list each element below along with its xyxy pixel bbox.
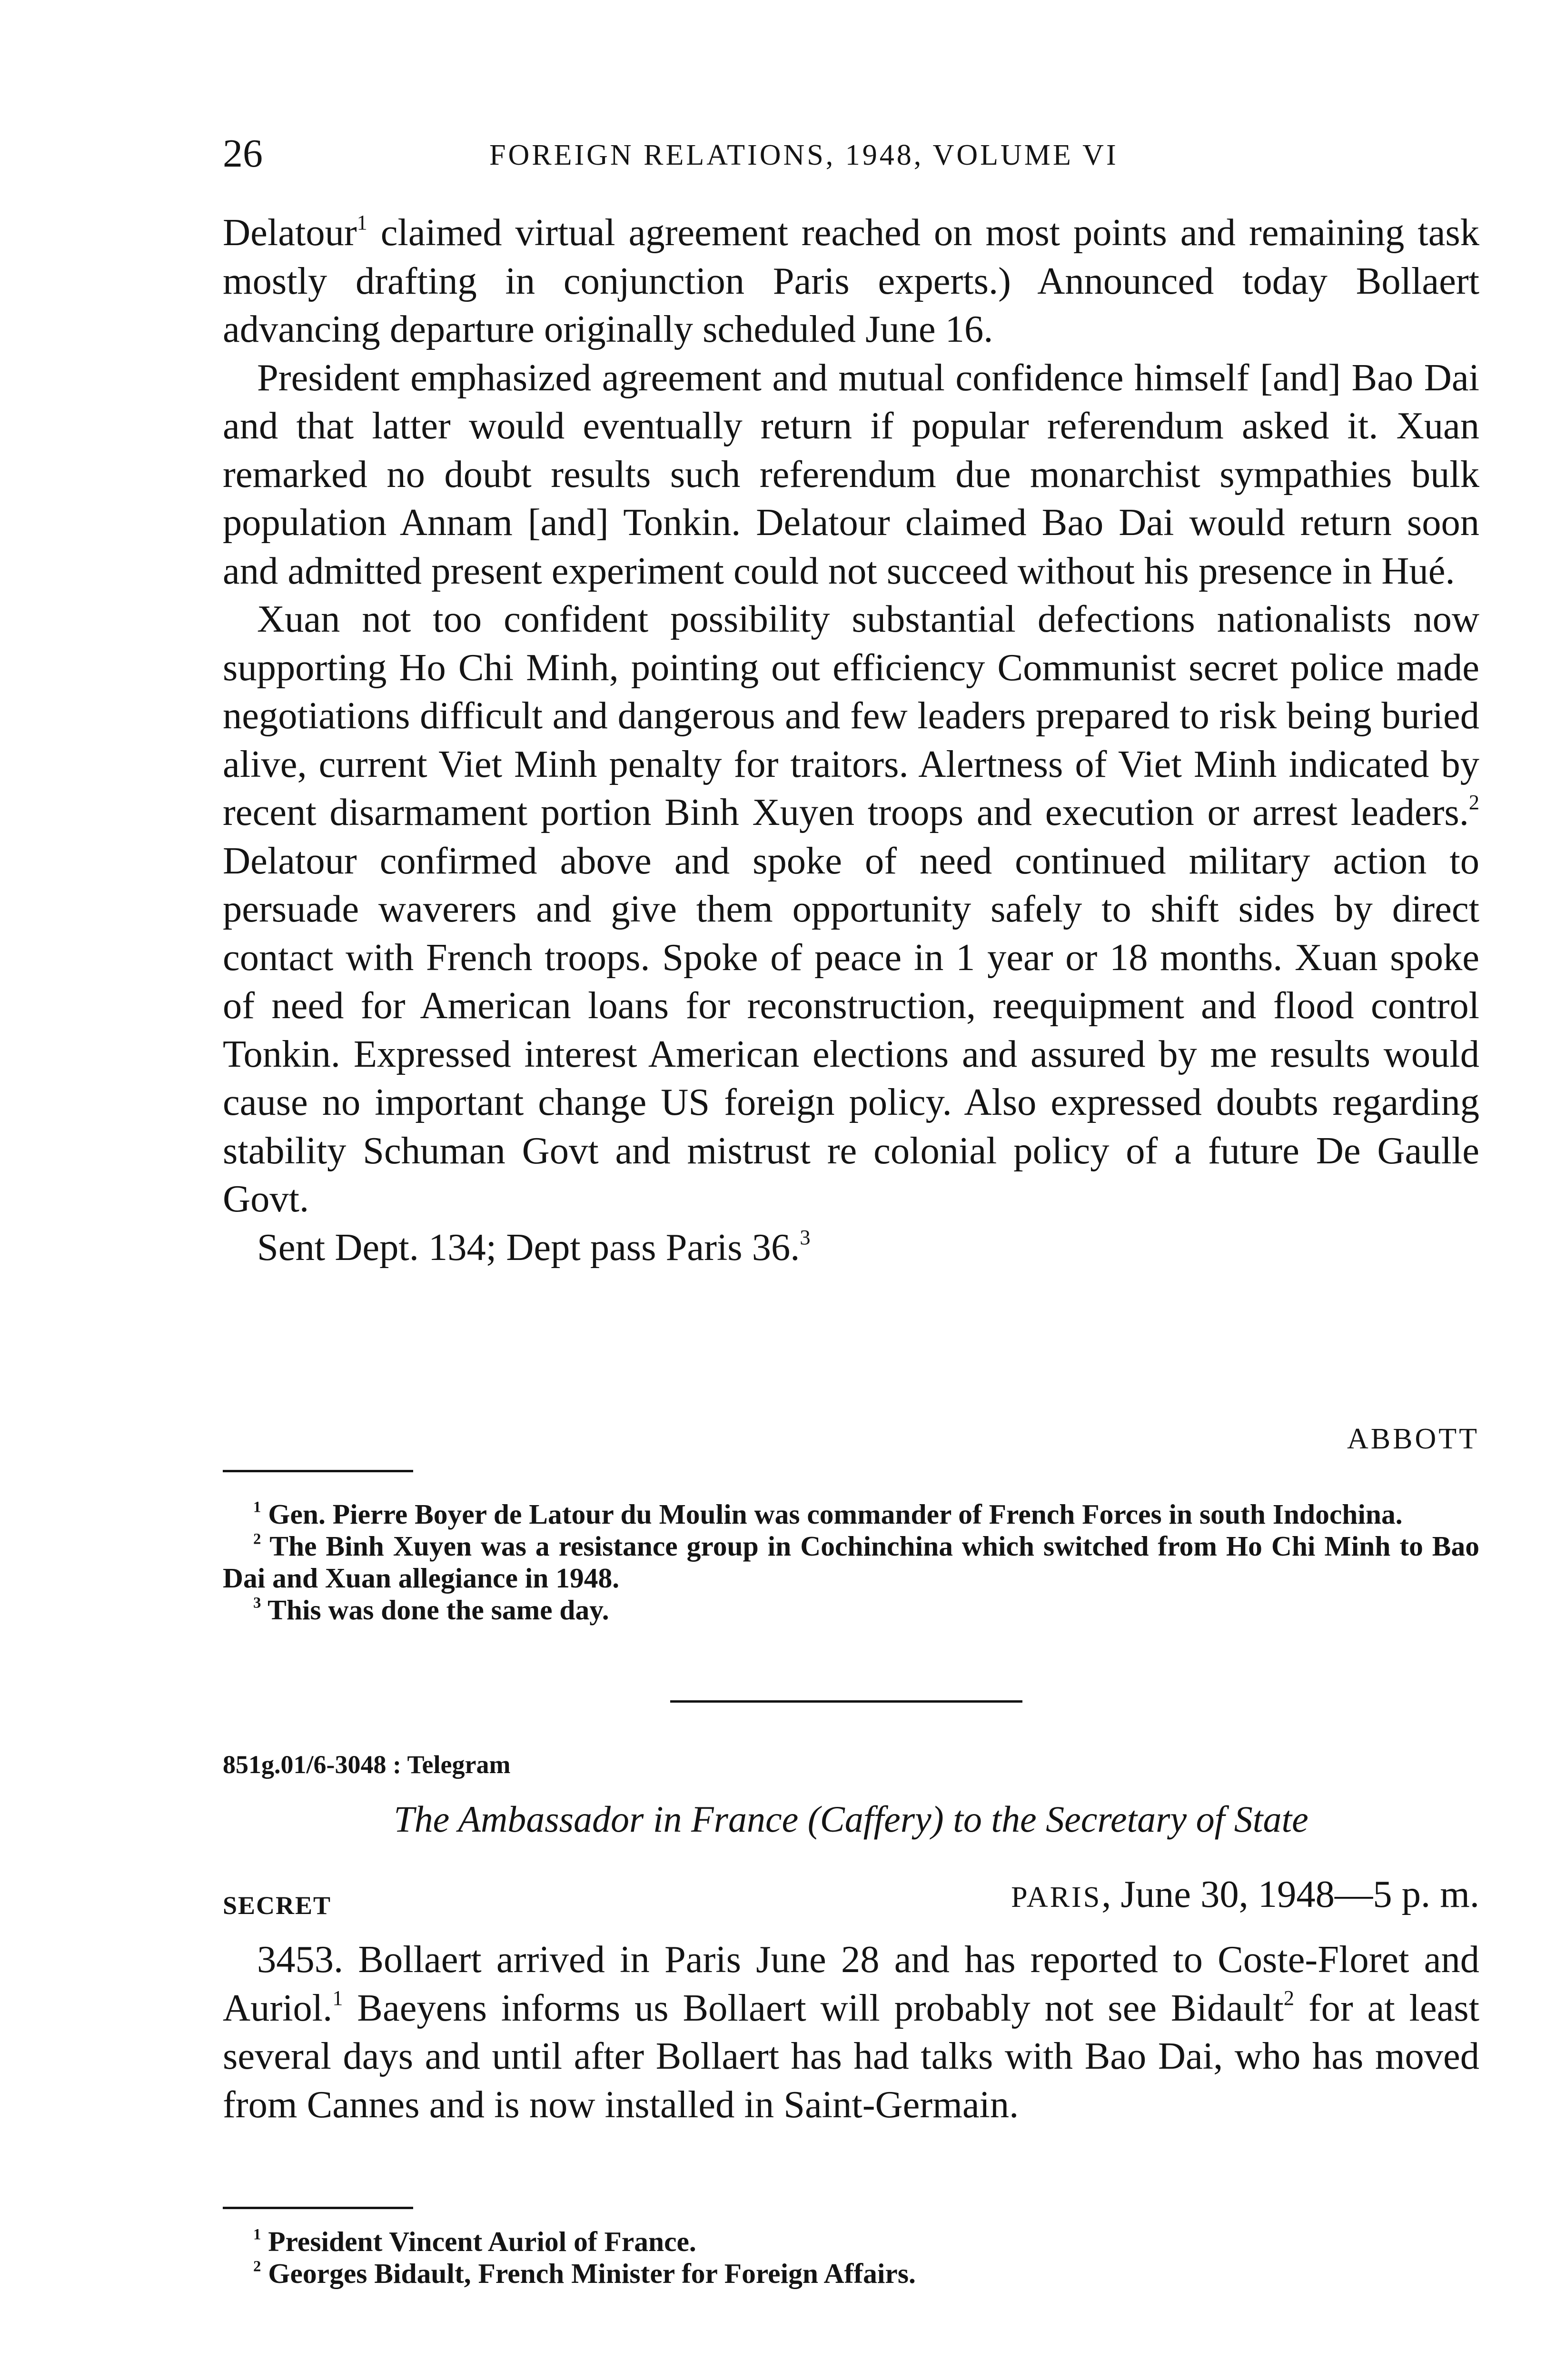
footnote-ref-5: 2: [1283, 1986, 1295, 2010]
page-header: [223, 128, 1479, 180]
page-number: 26: [223, 131, 263, 176]
footnote-rule-2: [223, 2207, 413, 2209]
dateline: PARIS, June 30, 1948—5 p. m.: [1011, 1873, 1479, 1915]
classification-label: SECRET: [223, 1891, 332, 1920]
footnote-ref-4: 1: [332, 1986, 343, 2010]
footnote-5: $^2$ Georges Bidault, French Minister for Foreign Affairs.: [253, 2258, 916, 2289]
paragraph-4: Sent Dept. 134; Dept pass Paris 36.$^3$: [257, 1225, 811, 1269]
telegram-body-2: [223, 1935, 1479, 2129]
footnote-3: $^3$ This was done the same day.: [253, 1594, 609, 1626]
paragraph-2: President emphasized agreement and mutual confidence himself [and] Bao Dai and that latter would eventually return if popular referendum asked it. Xuan remarked no doubt results such referendum due monarchist sympathies bulk population Annam [and] Tonkin. Delatour claimed Bao Dai would return soon and admitted present experiment could not succeed without his presence in Hué.: [223, 356, 1479, 592]
footnotes-2: [223, 2226, 1479, 2290]
file-number: 851g.01/6-3048 : Telegram: [223, 1750, 511, 1779]
footnote-2: $^2$ The Binh Xuyen was a resistance group in Cochinchina which switched from Ho Chi Minh to Bao Dai and Xuan allegiance in 1948.: [223, 1530, 1479, 1594]
footnote-1: $^1$ Gen. Pierre Boyer de Latour du Moulin was commander of French Forces in south Indochina.: [253, 1498, 1403, 1530]
footnote-rule-1: [223, 1470, 413, 1472]
footnote-ref-2: 2: [1468, 790, 1479, 814]
footnote-ref-3: 3: [800, 1225, 811, 1249]
section-divider: [670, 1700, 1022, 1703]
paragraph-1: Delatour$^1$ claimed virtual agreement reached on most points and remaining task mostly drafting in conjunction Paris experts.) Announced today Bollaert advancing departure originally scheduled June 16.: [223, 210, 1479, 350]
telegram-body-1: [223, 208, 1479, 1271]
footnotes-1: [223, 1498, 1479, 1626]
document-heading: The Ambassador in France (Caffery) to the Secretary of State: [394, 1798, 1308, 1840]
running-title: FOREIGN RELATIONS, 1948, VOLUME VI: [489, 139, 1119, 171]
footnote-4: $^1$ President Vincent Auriol of France.: [253, 2226, 696, 2257]
signature: ABBOTT: [1347, 1423, 1479, 1455]
footnote-ref-1: 1: [357, 210, 367, 234]
paragraph-3: Xuan not too confident possibility substantial defections nationalists now supporting Ho Chi Minh, pointing out efficiency Communist secret police made negotiations difficult and dangerous and few leaders prepared to risk being buried alive, current Viet Minh penalty for traitors. Alertness of Viet Minh indicated by recent disarmament portion Binh Xuyen troops and execution or arrest leaders.$^2$ Delatour confirmed above and spoke of need continued military action to persuade waverers and give them opportunity safely to shift sides by direct contact with French troops. Spoke of peace in 1 year or 18 months. Xuan spoke of need for American loans for reconstruction, reequipment and flood control Tonkin. Expressed interest American elections and assured by me results would cause no important change US foreign policy. Also expressed doubts regarding stability Schuman Govt and mistrust re colonial policy of a future De Gaulle Govt.: [223, 598, 1479, 1220]
paragraph-5: 3453. Bollaert arrived in Paris June 28 and has reported to Coste-Floret and Auriol.$^1$ Baeyens informs us Bollaert will probably not see Bidault$^2$ for at least several days and until after Bollaert has had talks with Bao Dai, who has moved from Cannes and is now installed in Saint-Germain.: [223, 1938, 1479, 2126]
